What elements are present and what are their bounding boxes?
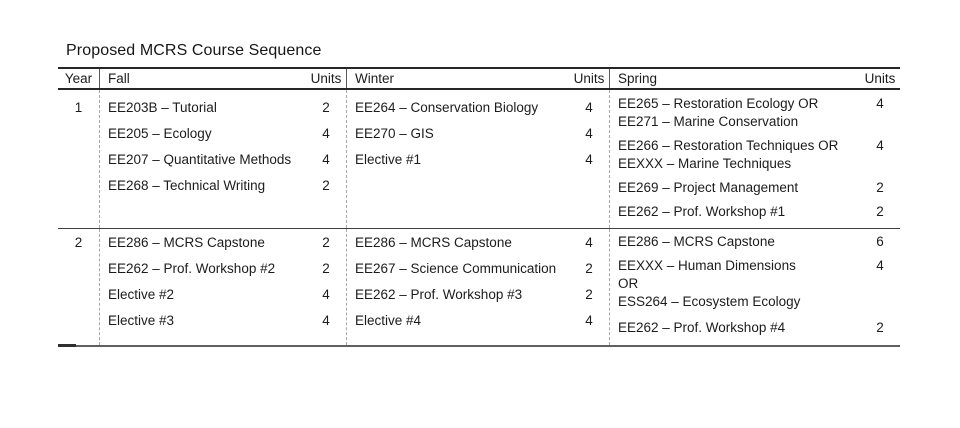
course-or-label: OR bbox=[618, 276, 639, 291]
course-entry bbox=[347, 230, 609, 256]
course-units: 4 bbox=[322, 287, 330, 302]
page-title: Proposed MCRS Course Sequence bbox=[66, 42, 322, 59]
course-name-alt: EEXXX – Marine Techniques bbox=[618, 156, 792, 171]
course-entry bbox=[100, 256, 346, 282]
course-entry bbox=[610, 137, 900, 173]
course-name-alt: EE271 – Marine Conservation bbox=[618, 114, 799, 129]
course-name: Elective #4 bbox=[355, 313, 422, 328]
course-name: EE270 – GIS bbox=[355, 126, 434, 141]
course-name: EEXXX – Human Dimensions bbox=[618, 258, 796, 273]
course-entry bbox=[100, 173, 346, 199]
course-entry bbox=[347, 95, 609, 121]
course-units: 4 bbox=[585, 235, 593, 250]
course-name: EE262 – Prof. Workshop #3 bbox=[355, 287, 523, 302]
course-entry bbox=[610, 257, 900, 311]
course-name: EE264 – Conservation Biology bbox=[355, 100, 539, 115]
course-entry bbox=[100, 230, 346, 256]
course-units: 4 bbox=[876, 96, 884, 111]
header-spring-label: Spring bbox=[618, 71, 658, 86]
table-header-row bbox=[58, 67, 900, 90]
course-units: 2 bbox=[322, 178, 330, 193]
header-fall bbox=[100, 69, 347, 88]
spring-cell-year-1 bbox=[610, 90, 900, 228]
fall-cell-year-2 bbox=[100, 229, 347, 345]
course-entry bbox=[610, 233, 900, 251]
table-row-year-1 bbox=[58, 90, 900, 229]
winter-cell-year-1 bbox=[347, 90, 610, 228]
course-units: 2 bbox=[322, 261, 330, 276]
course-units: 2 bbox=[322, 235, 330, 250]
table-row-year-2 bbox=[58, 229, 900, 347]
course-name: EE262 – Prof. Workshop #4 bbox=[618, 320, 786, 335]
course-entry bbox=[347, 121, 609, 147]
course-entry bbox=[347, 256, 609, 282]
course-entry bbox=[100, 147, 346, 173]
course-name: EE207 – Quantitative Methods bbox=[108, 152, 292, 167]
course-name: EE265 – Restoration Ecology OR bbox=[618, 96, 819, 111]
course-units: 2 bbox=[585, 287, 593, 302]
course-entry bbox=[100, 282, 346, 308]
course-entry bbox=[100, 95, 346, 121]
course-units: 2 bbox=[876, 204, 884, 219]
course-entry bbox=[610, 95, 900, 131]
course-name: EE267 – Science Communication bbox=[355, 261, 557, 276]
course-name: EE262 – Prof. Workshop #2 bbox=[108, 261, 276, 276]
winter-cell-year-2 bbox=[347, 229, 610, 345]
course-units: 4 bbox=[876, 138, 884, 153]
course-name: EE286 – MCRS Capstone bbox=[618, 234, 775, 249]
course-name: Elective #2 bbox=[108, 287, 175, 302]
course-units: 4 bbox=[585, 313, 593, 328]
course-units: 6 bbox=[876, 234, 884, 249]
course-entry bbox=[347, 147, 609, 173]
course-entry bbox=[610, 179, 900, 197]
year-cell: 1 bbox=[58, 90, 100, 228]
course-units: 4 bbox=[876, 258, 884, 273]
course-units: 4 bbox=[585, 126, 593, 141]
header-fall-label: Fall bbox=[108, 71, 130, 86]
course-name: EE286 – MCRS Capstone bbox=[108, 235, 265, 250]
course-units: 2 bbox=[876, 180, 884, 195]
course-units: 4 bbox=[322, 126, 330, 141]
course-entry bbox=[610, 319, 900, 337]
table-bottom-accent bbox=[58, 344, 76, 347]
course-entry bbox=[347, 308, 609, 334]
course-entry bbox=[347, 282, 609, 308]
course-units: 4 bbox=[585, 152, 593, 167]
course-units: 2 bbox=[322, 100, 330, 115]
header-year: Year bbox=[58, 69, 100, 88]
course-entry bbox=[100, 121, 346, 147]
course-units: 4 bbox=[322, 152, 330, 167]
course-name: EE269 – Project Management bbox=[618, 180, 799, 195]
course-units: 2 bbox=[585, 261, 593, 276]
course-name: EE268 – Technical Writing bbox=[108, 178, 266, 193]
course-name: EE262 – Prof. Workshop #1 bbox=[618, 204, 786, 219]
year-cell: 2 bbox=[58, 229, 100, 345]
course-name: EE203B – Tutorial bbox=[108, 100, 217, 115]
course-sequence-table bbox=[58, 67, 900, 347]
course-name: EE286 – MCRS Capstone bbox=[355, 235, 512, 250]
spring-cell-year-2 bbox=[610, 229, 900, 345]
course-entry bbox=[100, 308, 346, 334]
course-units: 4 bbox=[585, 100, 593, 115]
course-name: EE266 – Restoration Techniques OR bbox=[618, 138, 839, 153]
course-entry bbox=[610, 203, 900, 221]
course-units: 4 bbox=[322, 313, 330, 328]
header-fall-units-label: Units bbox=[310, 71, 342, 86]
header-winter bbox=[347, 69, 610, 88]
course-name: Elective #1 bbox=[355, 152, 422, 167]
header-spring-units-label: Units bbox=[864, 71, 896, 86]
course-name-alt: ESS264 – Ecosystem Ecology bbox=[618, 294, 801, 309]
header-winter-units-label: Units bbox=[573, 71, 605, 86]
header-winter-label: Winter bbox=[355, 71, 395, 86]
header-spring bbox=[610, 69, 900, 88]
course-name: Elective #3 bbox=[108, 313, 175, 328]
course-units: 2 bbox=[876, 320, 884, 335]
fall-cell-year-1 bbox=[100, 90, 347, 228]
course-name: EE205 – Ecology bbox=[108, 126, 212, 141]
